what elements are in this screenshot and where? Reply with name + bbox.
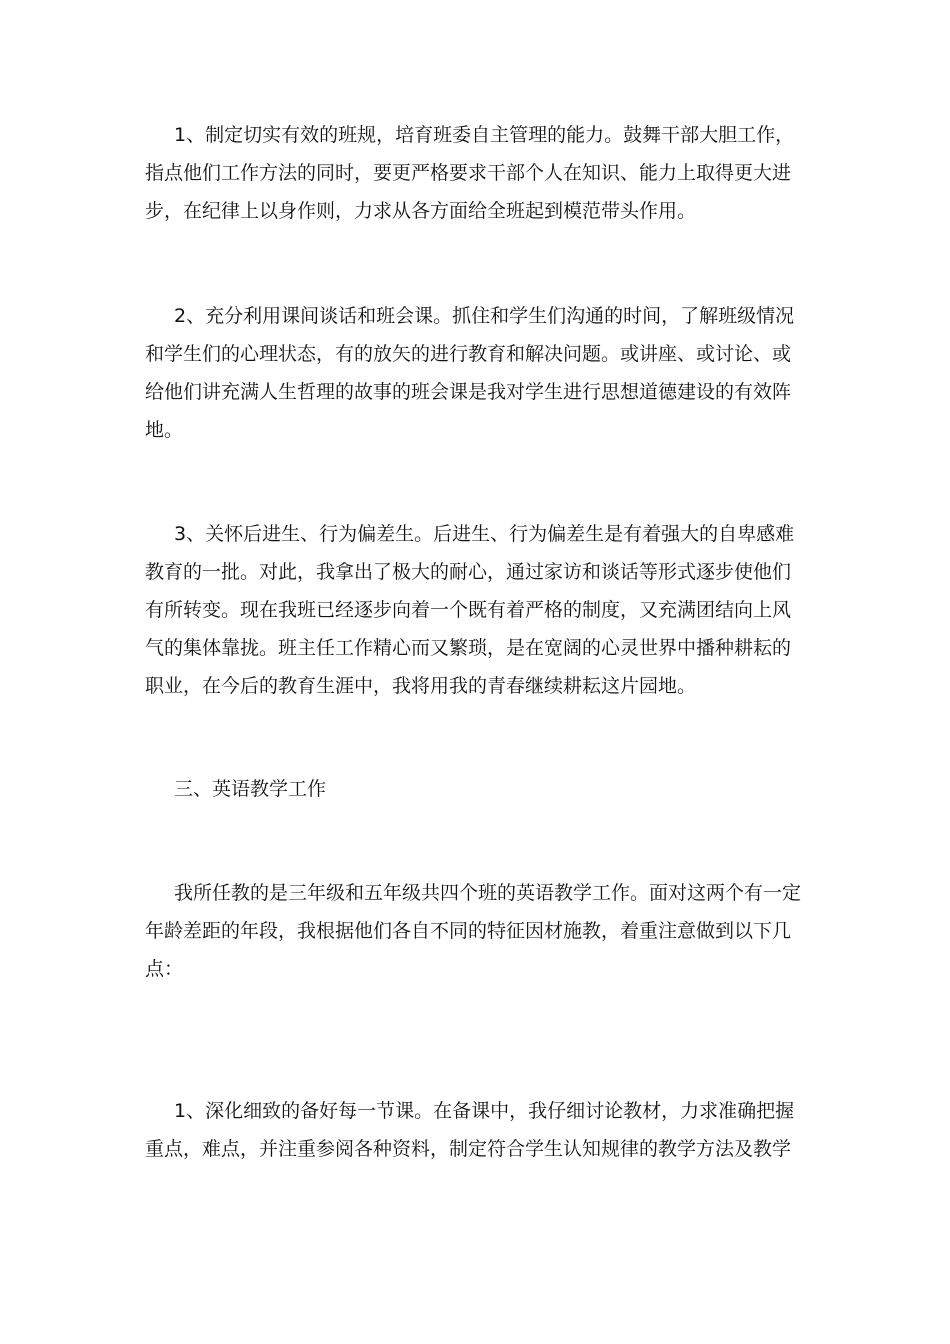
paragraph-line: 气的集体靠拢。班主任工作精心而又繁琐，是在宽阔的心灵世界中播种耕耘的 — [145, 637, 792, 659]
paragraph-line: 1、制定切实有效的班规，培育班委自主管理的能力。鼓舞干部大胆工作， — [174, 124, 795, 146]
paragraph-line: 2、充分利用课间谈话和班会课。抓住和学生们沟通的时间，了解班级情况 — [174, 305, 795, 327]
paragraph-line: 给他们讲充满人生哲理的故事的班会课是我对学生进行思想道德建设的有效阵 — [145, 381, 792, 403]
paragraph-line: 我所任教的是三年级和五年级共四个班的英语教学工作。面对这两个有一定 — [174, 882, 802, 904]
paragraph-line: 和学生们的心理状态，有的放矢的进行教育和解决问题。或讲座、或讨论、或 — [145, 343, 792, 365]
paragraph-line: 有所转变。现在我班已经逐步向着一个既有着严格的制度，又充满团结向上风 — [145, 599, 792, 621]
paragraph-line: 职业，在今后的教育生涯中，我将用我的青春继续耕耘这片园地。 — [145, 675, 697, 697]
paragraph-line: 地。 — [145, 419, 184, 441]
paragraph-line: 重点，难点，并注重参阅各种资料，制定符合学生认知规律的教学方法及教学 — [145, 1138, 792, 1160]
paragraph-line: 点： — [145, 958, 184, 980]
paragraph-line: 1、深化细致的备好每一节课。在备课中，我仔细讨论教材，力求准确把握 — [174, 1100, 795, 1122]
paragraph-line: 教育的一批。对此，我拿出了极大的耐心，通过家访和谈话等形式逐步使他们 — [145, 561, 792, 583]
paragraph-line: 步，在纪律上以身作则，力求从各方面给全班起到模范带头作用。 — [145, 200, 697, 222]
paragraph-line: 指点他们工作方法的同时，要更严格要求干部个人在知识、能力上取得更大进 — [145, 162, 792, 184]
paragraph-line: 3、关怀后进生、行为偏差生。后进生、行为偏差生是有着强大的自卑感难 — [174, 523, 795, 545]
paragraph-line: 年龄差距的年段，我根据他们各自不同的特征因材施教，着重注意做到以下几 — [145, 920, 792, 942]
section-heading-text: 三、英语教学工作 — [174, 778, 327, 800]
